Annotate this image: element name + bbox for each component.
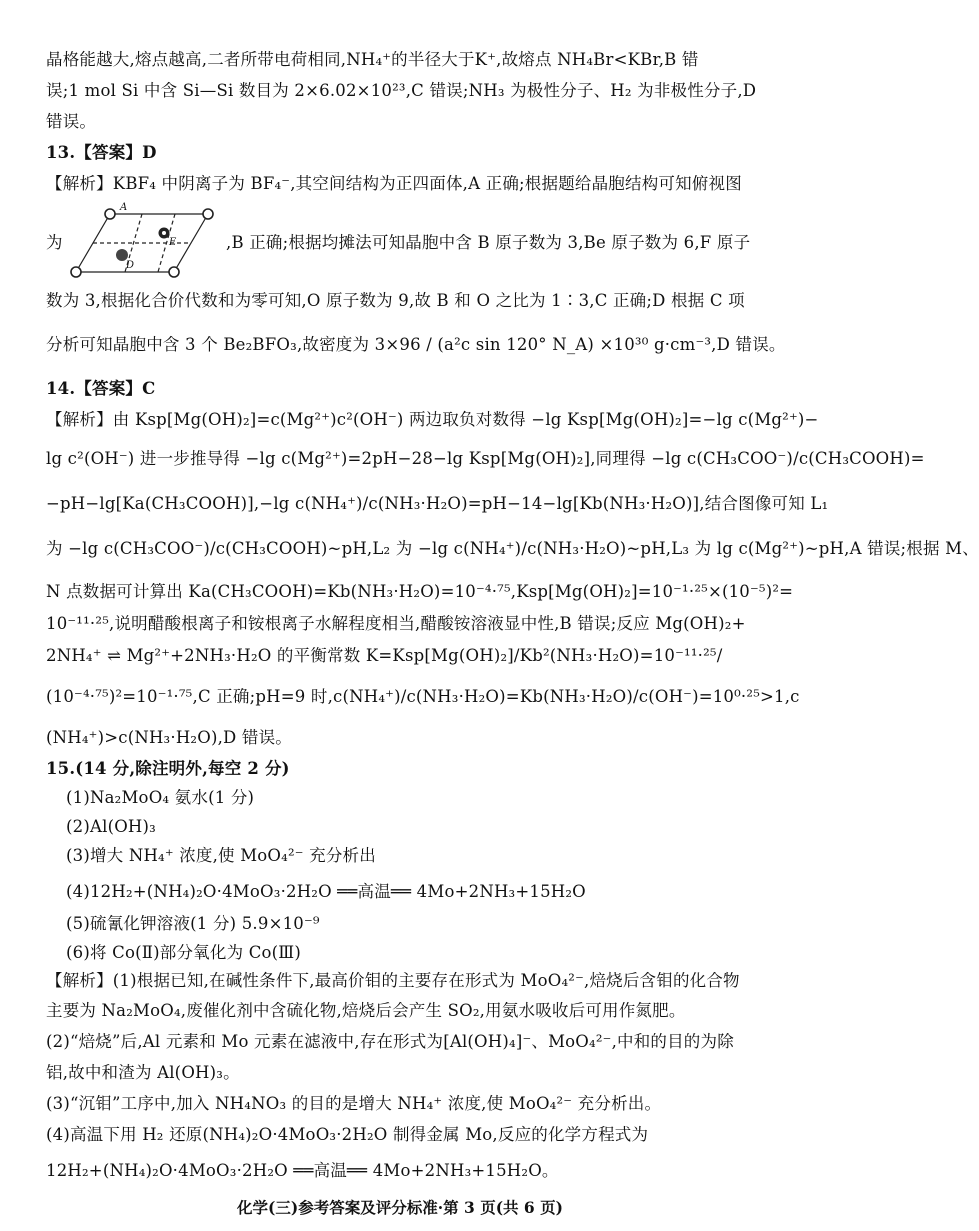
text-line: 【解析】(1)根据已知,在碱性条件下,最高价钼的主要存在形式为 MoO₄²⁻,焙烧后含钼的化合物 [46,971,740,990]
text-line: N 点数据可计算出 Ka(CH₃COOH)=Kb(NH₃·H₂O)=10⁻⁴·⁷⁵,Ksp[Mg(OH)₂]=10⁻¹·²⁵×(10⁻⁵)²= [46,582,794,601]
text-line: (NH₄⁺)>c(NH₃·H₂O),D 错误。 [46,728,293,747]
text-line: 主要为 Na₂MoO₄,废催化剂中含硫化物,焙烧后会产生 SO₂,用氨水吸收后可用作氮肥。 [46,1001,686,1020]
text-line: 铝,故中和渣为 Al(OH)₃。 [46,1063,240,1082]
answer-item: (2)Al(OH)₃ [66,817,156,836]
text-line: 错误。 [46,112,97,131]
text-line: lg c²(OH⁻) 进一步推导得 −lg c(Mg²⁺)=2pH−28−lg Ksp[Mg(OH)₂],同理得 −lg c(CH₃COO⁻)/c(CH₃COOH)= [46,449,925,468]
crystal-top-view-figure [62,200,222,282]
text-line: (3)“沉钼”工序中,加入 NH₄NO₃ 的目的是增大 NH₄⁺ 浓度,使 MoO₄²⁻ 充分析出。 [46,1094,662,1113]
text-line: 【解析】由 Ksp[Mg(OH)₂]=c(Mg²⁺)c²(OH⁻) 两边取负对数得 −lg Ksp[Mg(OH)₂]=−lg c(Mg²⁺)− [46,410,819,429]
answer-item: (3)增大 NH₄⁺ 浓度,使 MoO₄²⁻ 充分析出 [66,846,376,865]
text-line: 分析可知晶胞中含 3 个 Be₂BFO₃,故密度为 3×96 / (a²c sin 120° N_A) ×10³⁰ g·cm⁻³,D 错误。 [46,335,786,354]
answer-item: (1)Na₂MoO₄ 氨水(1 分) [66,788,255,807]
text-line: 为 [46,233,63,252]
text-line: 12H₂+(NH₄)₂O·4MoO₃·2H₂O ══高温══ 4Mo+2NH₃+15H₂O。 [46,1161,559,1180]
answer-item: (4)12H₂+(NH₄)₂O·4MoO₃·2H₂O ══高温══ 4Mo+2NH₃+15H₂O [66,882,586,901]
answer-item: (5)硫氰化钾溶液(1 分) 5.9×10⁻⁹ [66,914,320,933]
text-line: 【解析】KBF₄ 中阴离子为 BF₄⁻,其空间结构为正四面体,A 正确;根据题给晶胞结构可知俯视图 [46,174,742,193]
text-line: 晶格能越大,熔点越高,二者所带电荷相同,NH₄⁺的半径大于K⁺,故熔点 NH₄Br<KBr,B 错 [46,50,699,69]
text-line: (4)高温下用 H₂ 还原(NH₄)₂O·4MoO₃·2H₂O 制得金属 Mo,反应的化学方程式为 [46,1125,649,1144]
page-footer: 化学(三)参考答案及评分标准·第 3 页(共 6 页) [237,1198,563,1217]
answer-item: (6)将 Co(Ⅱ)部分氧化为 Co(Ⅲ) [66,943,302,962]
q15-header: 15.(14 分,除注明外,每空 2 分) [46,759,290,778]
label-e: E [169,237,177,248]
text-line: 2NH₄⁺ ⇌ Mg²⁺+2NH₃·H₂O 的平衡常数 K=Ksp[Mg(OH)₂]/Kb²(NH₃·H₂O)=10⁻¹¹·²⁵/ [46,646,723,665]
q13-answer: 13.【答案】D [46,143,157,162]
label-a: A [120,202,128,213]
text-line: 为 −lg c(CH₃COO⁻)/c(CH₃COOH)~pH,L₂ 为 −lg c(NH₄⁺)/c(NH₃·H₂O)~pH,L₃ 为 lg c(Mg²⁺)~pH,A 错误;根据 M、 [46,539,979,558]
q14-answer: 14.【答案】C [46,379,156,398]
text-line: −pH−lg[Ka(CH₃COOH)],−lg c(NH₄⁺)/c(NH₃·H₂O)=pH−14−lg[Kb(NH₃·H₂O)],结合图像可知 L₁ [46,494,829,513]
label-d: D [126,260,135,271]
text-line: 误;1 mol Si 中含 Si—Si 数目为 2×6.02×10²³,C 错误;NH₃ 为极性分子、H₂ 为非极性分子,D [46,81,757,100]
text-line: (2)“焙烧”后,Al 元素和 Mo 元素在滤液中,存在形式为[Al(OH)₄]⁻、MoO₄²⁻,中和的目的为除 [46,1032,734,1051]
text-line: ,B 正确;根据均摊法可知晶胞中含 B 原子数为 3,Be 原子数为 6,F 原子 [226,233,751,252]
text-line: 10⁻¹¹·²⁵,说明醋酸根离子和铵根离子水解程度相当,醋酸铵溶液显中性,B 错误;反应 Mg(OH)₂+ [46,614,746,633]
text-line: (10⁻⁴·⁷⁵)²=10⁻¹·⁷⁵,C 正确;pH=9 时,c(NH₄⁺)/c(NH₃·H₂O)=Kb(NH₃·H₂O)/c(OH⁻)=10⁰·²⁵>1,c [46,687,800,706]
text-line: 数为 3,根据化合价代数和为零可知,O 原子数为 9,故 B 和 O 之比为 1∶3,C 正确;D 根据 C 项 [46,291,745,310]
